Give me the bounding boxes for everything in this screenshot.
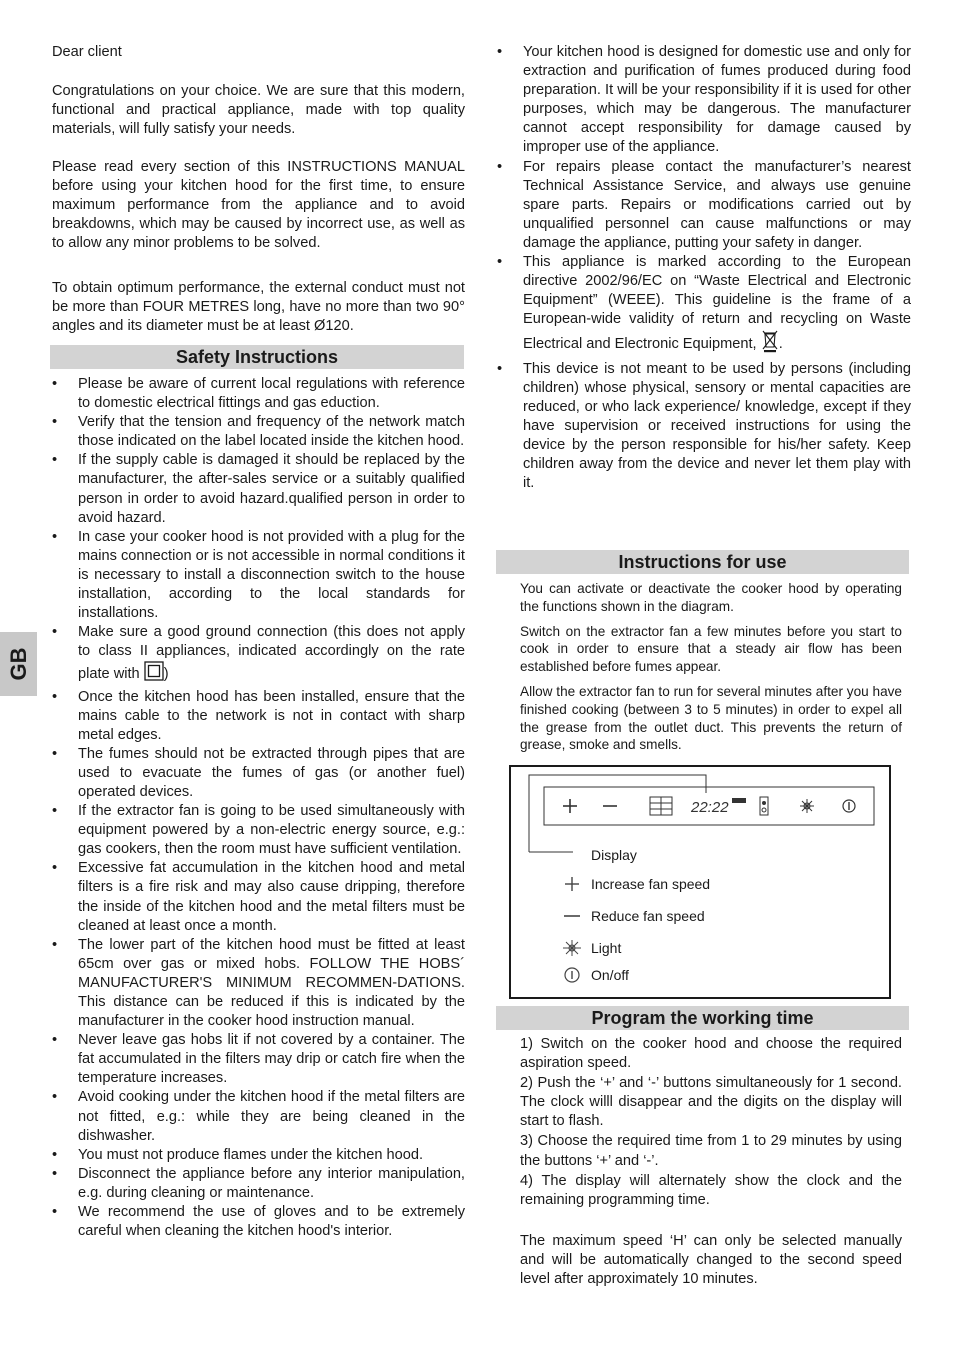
use-text <box>520 580 902 754</box>
minus-icon <box>561 907 583 925</box>
use-paragraph-1: You can activate or deactivate the cooker hood by operating the functions shown in the diagram. <box>520 581 902 614</box>
warning-item: • Your kitchen hood is designed for domestic use and only for extraction and purification of fumes produced during food preparation. It will be your responsibility if it is used for other purposes, which may be dangerous. The manufacturer cannot accept responsibility for damage caused by improper use of the appliance. <box>497 43 911 158</box>
weee-crossed-bin-icon <box>761 329 779 359</box>
program-step: 1) Switch on the cooker hood and choose the required aspiration speed. <box>520 1036 902 1072</box>
warning-item: • For repairs please contact the manufacturer’s nearest Technical Assistance Service, and always use genuine spare parts. Repairs or modifications carried out by unqualified personnel can cause malfunctions or may damage the appliance, putting your safety in danger. <box>497 158 911 253</box>
panel-light-icon <box>800 799 814 813</box>
program-step: 2) Push the ‘+’ and ‘-’ buttons simultaneously for 1 second. The clock willl disappear and the digits on the display will start to flash. <box>520 1075 902 1130</box>
warning-item: • This device is not meant to be used by persons (including children) whose physical, sensory or mental capacities are reduced, or who lack experience/ knowledge, except if they have supervision or received instructions for using the device by the person responsible for his/her safety. Keep children away from the device and never let them play with it. <box>497 360 911 494</box>
safety-item: • Verify that the tension and frequency of the network match those indicated on the label located inside the kitchen hood. <box>52 413 465 451</box>
safety-item: • If the supply cable is damaged it should be replaced by the manufacturer, the after-sales service or a suitably qualified person in order to avoid hazard.qualified person in order to avoid hazard. <box>52 451 465 527</box>
safety-item: • You must not produce flames under the kitchen hood. <box>52 1146 465 1165</box>
language-tab <box>0 632 37 696</box>
intro-paragraph-1: Congratulations on your choice. We are sure that this modern, functional and practical appliance, made with top quality materials, will fully satisfy your needs. <box>52 83 465 138</box>
safety-heading: Safety Instructions <box>50 345 464 369</box>
intro-paragraph-2: Please read every section of this INSTRUCTIONS MANUAL before using your kitchen hood for the first time, to ensure maximum performance from the appliance and to avoid breakdowns, which may be caused by incorrect use, as well as to allow any minor problems to be solved. <box>52 159 465 252</box>
safety-item: • The fumes should not be extracted through pipes that are used to evacuate the fumes of gas (or another fuel) operated devices. <box>52 745 465 802</box>
power-icon <box>561 966 583 984</box>
safety-item: • Avoid cooking under the kitchen hood if the metal filters are not fitted, e.g.: while they are being cleaned in the dishwasher. <box>52 1088 465 1145</box>
speed-note: The maximum speed ‘H’ can only be selected manually and will be automatically changed to the second speed level after approximately 10 minutes. <box>520 1232 902 1288</box>
class-ii-double-square-icon <box>144 661 164 687</box>
program-heading: Program the working time <box>496 1006 909 1030</box>
safety-item: • Never leave gas hobs lit if not covered by a container. The fat accumulated in the filters may drip or catch fire when the temperature increases. <box>52 1031 465 1088</box>
usage-warnings-list <box>497 43 911 493</box>
use-paragraph-3: Allow the extractor fan to run for several minutes after you have finished cooking (between 3 to 5 minutes) in order to expel all the grease from the outlet duct. This prevents the return of grease, smoke and smells. <box>520 683 902 753</box>
safety-item: • Once the kitchen hood has been installed, ensure that the mains cable to the network is not in contact with sharp metal edges. <box>52 688 465 745</box>
safety-item: • The lower part of the kitchen hood must be fitted at least 65cm over gas or mixed hobs. FOLLOW THE HOBS´ MANUFACTURER'S MINIMUM RECOMMEN-DATIONS. This distance can be reduced if this is indicated by the manufacturer in the cooker hood instruction manual. <box>52 936 465 1031</box>
legend-onoff: On/off <box>561 966 629 984</box>
safety-item: • If the extractor fan is going to be used simultaneously with equipment powered by a non-electric energy source, e.g.: gas cookers, then the room must have sufficient ventilation. <box>52 802 465 859</box>
control-panel-diagram <box>509 765 891 999</box>
program-step: 4) The display will alternately show the clock and the remaining programming time. <box>520 1172 902 1208</box>
salutation: Dear client <box>52 44 122 60</box>
safety-item: • Excessive fat accumulation in the kitchen hood and metal filters is a fire risk and may also cause dripping, therefore the inside of the kitchen hood and the metal filters must be cleaned at least once a month. <box>52 859 465 935</box>
use-paragraph-2: Switch on the extractor fan a few minutes before you start to cook in order to ensure that a steady air flow has been established before fumes appear. <box>520 623 902 675</box>
legend-light: Light <box>561 939 621 957</box>
light-icon <box>561 939 583 957</box>
safety-item: • Please be aware of current local regulations with reference to domestic electrical fittings and gas eduction. <box>52 375 465 413</box>
legend-reduce: Reduce fan speed <box>561 907 705 925</box>
legend-increase: Increase fan speed <box>561 875 710 893</box>
safety-item: • Disconnect the appliance before any interior manipulation, e.g. during cleaning or maintenance. <box>52 1165 465 1203</box>
legend-display: Display <box>591 847 637 863</box>
safety-item: • We recommend the use of gloves and to be extremely careful when cleaning the kitchen hood's interior. <box>52 1203 465 1241</box>
language-tab-label: GB <box>5 647 31 681</box>
intro-paragraph-3: To obtain optimum performance, the external conduct must not be more than FOUR METRES long, have no more than two 90° angles and its diameter must be at least Ø120. <box>52 280 465 335</box>
safety-item: • In case your cooker hood is not provided with a plug for the mains connection or is not accessible in normal conditions it is necessary to install a disconnection switch to the house installation, according to the local standards for installations. <box>52 528 465 623</box>
warning-item: • This appliance is marked according to the European directive 2002/96/EC on “Waste Electrical and Electronic Equipment” (WEEE). This guideline is the frame of a European-wide validity of return and recycling on Waste Electrical and Electronic Equipment, . <box>497 253 911 359</box>
panel-display-digits: 22:22 <box>691 799 729 816</box>
program-steps <box>520 1035 902 1289</box>
plus-icon <box>561 875 583 893</box>
safety-list <box>52 375 465 1241</box>
use-heading: Instructions for use <box>496 550 909 574</box>
program-step: 3) Choose the required time from 1 to 29 minutes by using the buttons ‘+’ and ‘-’. <box>520 1133 902 1169</box>
safety-item: • Make sure a good ground connection (this does not apply to class II appliances, indicated accordingly on the rate plate with ) <box>52 623 465 687</box>
